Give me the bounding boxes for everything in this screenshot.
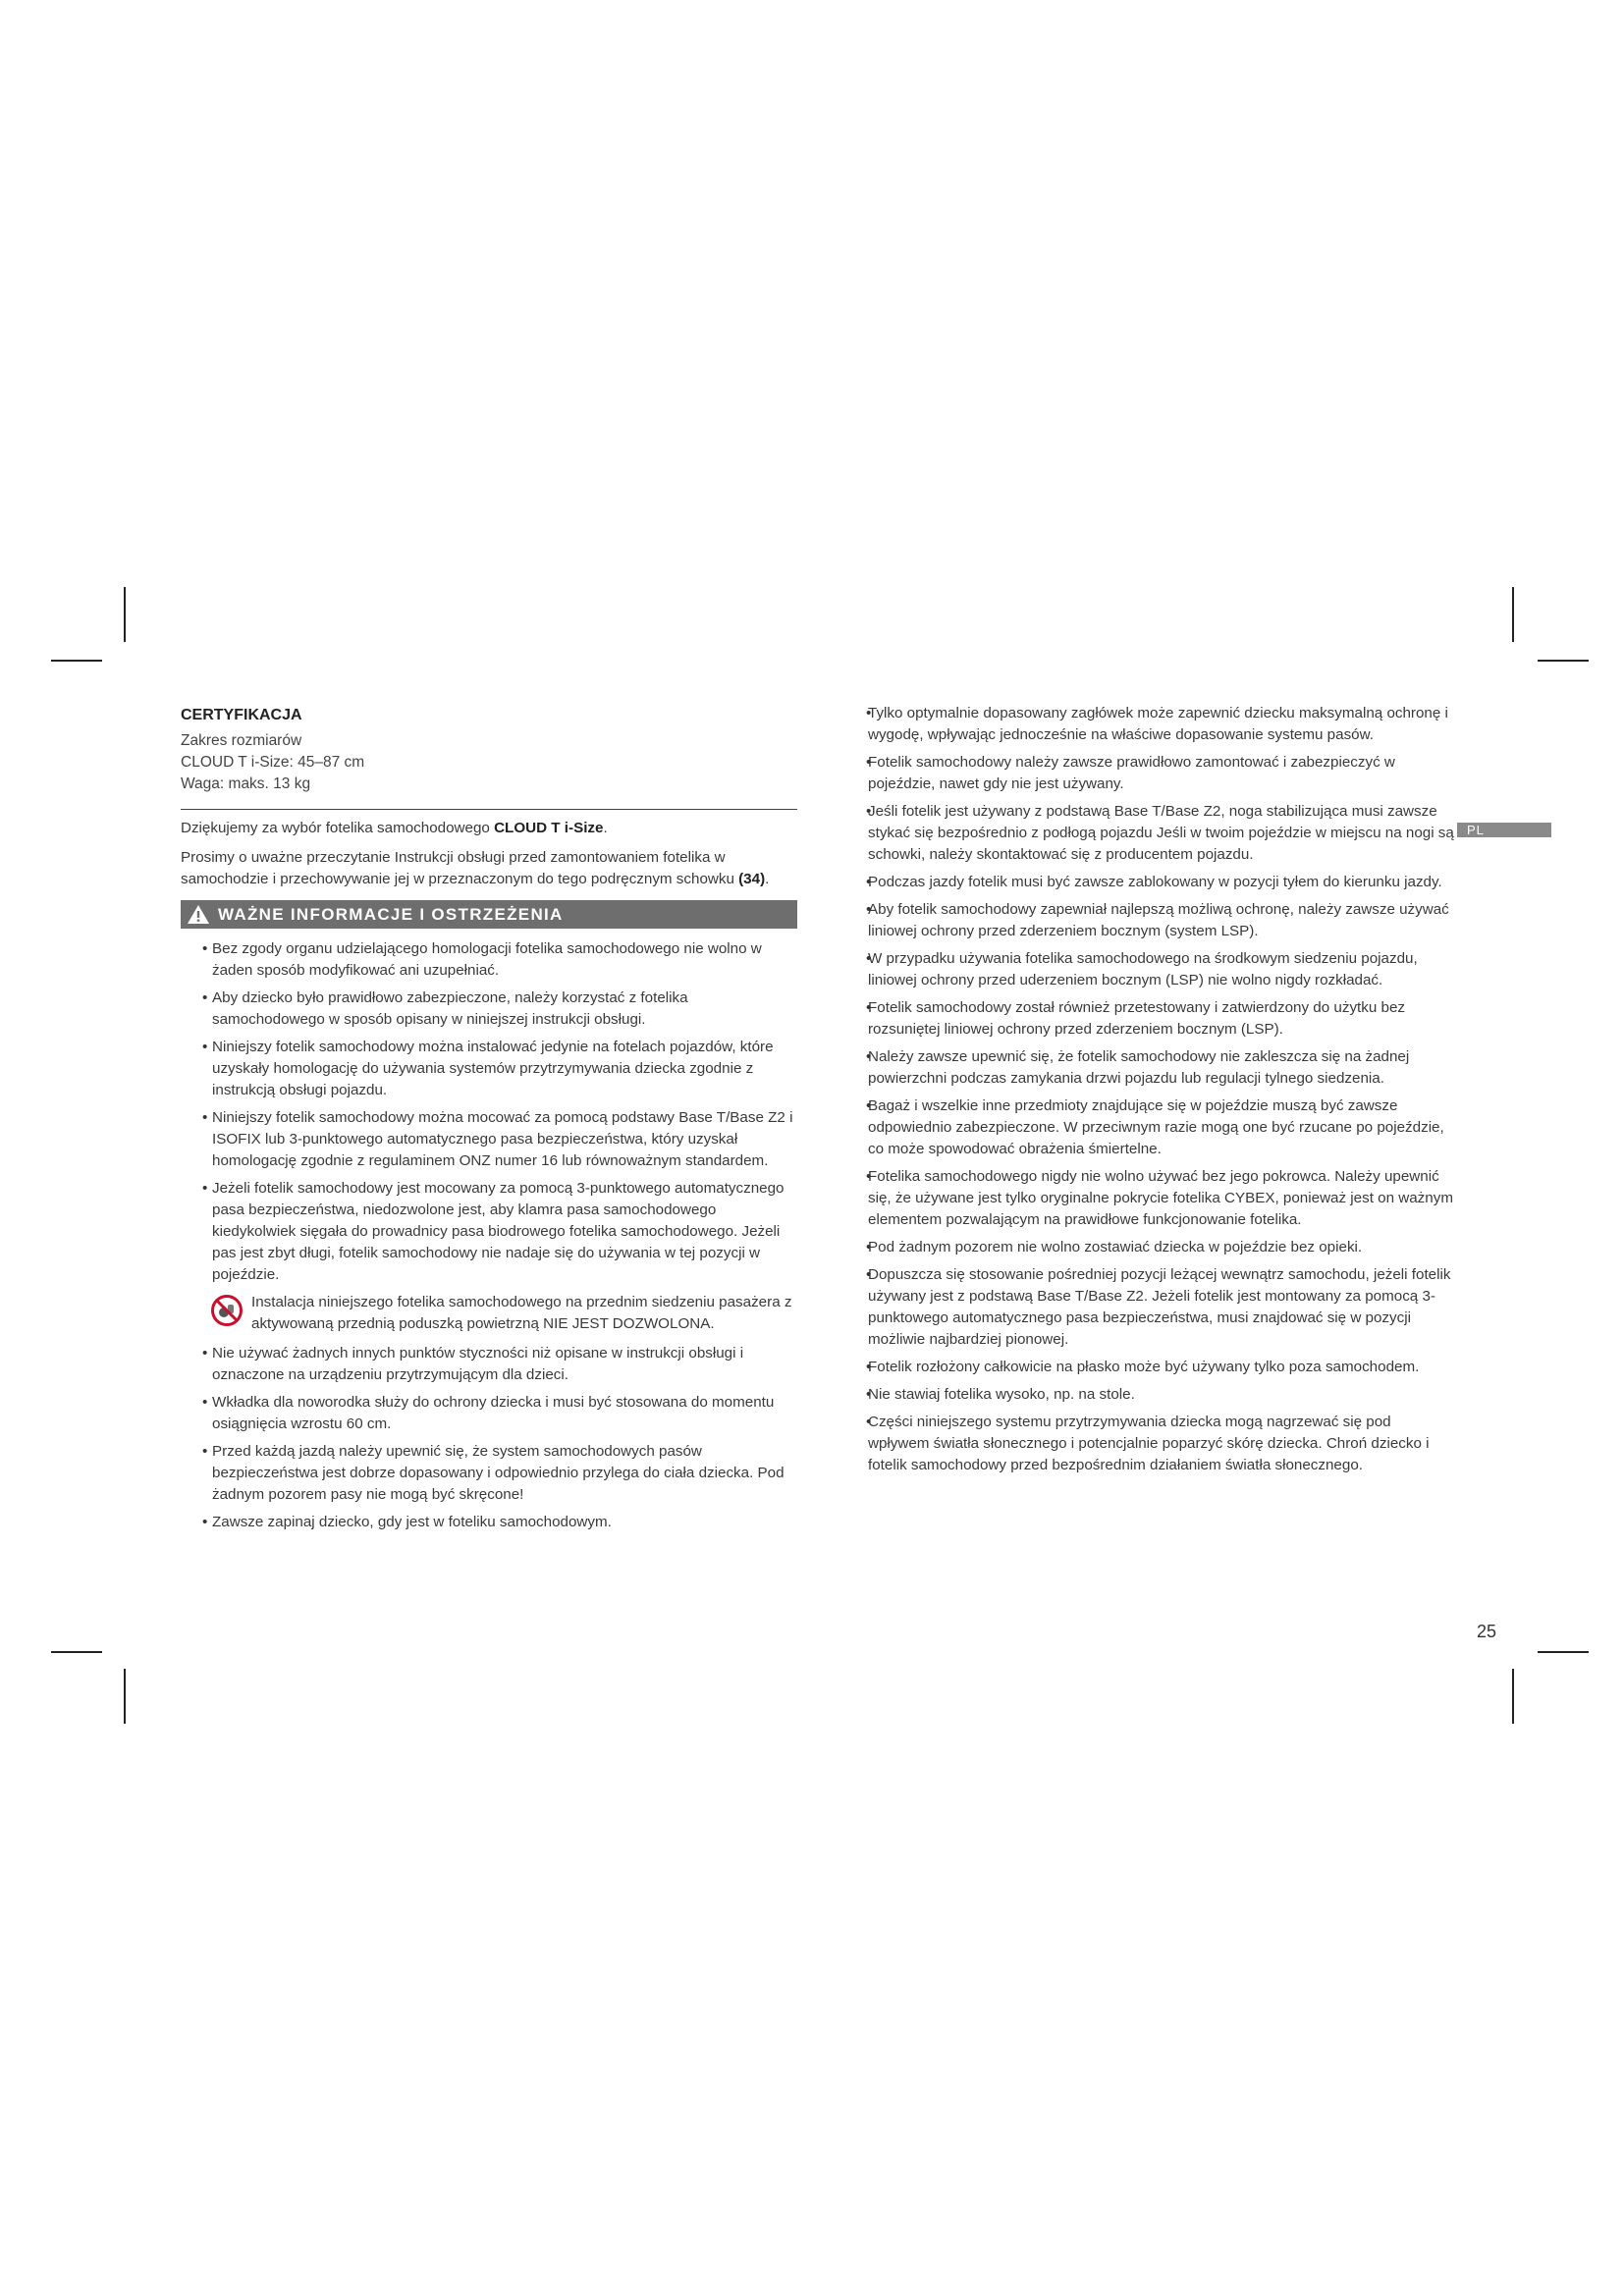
list-item: • Niniejszy fotelik samochodowy można instalować jedynie na fotelach pojazdów, które uzyskały homologację do używania systemów przytrzymywania dziecka zgodnie z instrukcją obsługi pojazdu. bbox=[212, 1037, 797, 1101]
list-item: • Części niniejszego systemu przytrzymywania dziecka mogą nagrzewać się pod wpływem światła słonecznego i potencjalnie poparzyć skórę dziecka. Chroń dziecko i fotelik samochodowy przed bezpośrednim działaniem światła słonecznego. bbox=[868, 1412, 1455, 1476]
airbag-warning bbox=[210, 1292, 797, 1335]
weight-info: Waga: maks. 13 kg bbox=[181, 775, 311, 792]
language-tab: PL bbox=[1457, 823, 1551, 837]
crop-mark-top-left-horizontal bbox=[51, 660, 102, 662]
list-item: • Jeśli fotelik jest używany z podstawą Base T/Base Z2, noga stabilizująca musi zawsze stykać się bezpośrednio z podłogą pojazdu Jeśli w twoim pojeździe w miejscu na nogi są schowki, należy skontaktować się z producentem pojazdu. bbox=[868, 801, 1455, 866]
list-item: • Pod żadnym pozorem nie wolno zostawiać dziecka w pojeździe bez opieki. bbox=[868, 1237, 1455, 1258]
section-divider bbox=[181, 809, 797, 810]
crop-mark-bottom-right-horizontal bbox=[1538, 1651, 1589, 1653]
list-item: • Zawsze zapinaj dziecko, gdy jest w foteliku samochodowym. bbox=[212, 1512, 797, 1533]
size-range-label: Zakres rozmiarów bbox=[181, 732, 302, 749]
list-item: • Niniejszy fotelik samochodowy można mocować za pomocą podstawy Base T/Base Z2 i ISOFIX lub 3-punktowego automatycznego pasa bezpieczeństwa, który uzyskał homologację zgodnie z regulaminem ONZ numer 16 lub równoważnym standardem. bbox=[212, 1107, 797, 1172]
warning-list-left bbox=[181, 938, 797, 1286]
list-item: • Aby dziecko było prawidłowo zabezpieczone, należy korzystać z fotelika samochodowego w sposób opisany w niniejszej instrukcji obsługi. bbox=[212, 988, 797, 1031]
read-manual-text: Prosimy o uważne przeczytanie Instrukcji obsługi przed zamontowaniem fotelika w samochodzie i przechowywanie jej w przeznaczonym do tego podręcznym schowku bbox=[181, 849, 739, 887]
thanks-suffix: . bbox=[603, 820, 608, 836]
crop-mark-bottom-left-horizontal bbox=[51, 1651, 102, 1653]
certification-title: CERTYFIKACJA bbox=[181, 707, 302, 723]
thanks-text: Dziękujemy za wybór fotelika samochodowego bbox=[181, 820, 495, 836]
crop-mark-top-left-vertical bbox=[124, 587, 126, 642]
airbag-warning-text: Instalacja niniejszego fotelika samochodowego na przednim siedzeniu pasażera z aktywowaną przednią poduszką powietrzną NIE JEST DOZWOLONA. bbox=[251, 1294, 792, 1332]
list-item: • Dopuszcza się stosowanie pośredniej pozycji leżącej wewnątrz samochodu, jeżeli fotelik używany jest z podstawą Base T/Base Z2. Jeżeli fotelik jest montowany za pomocą 3-punktowego automatycznego pasa bezpieczeństwa, musi znajdować się w pozycji możliwie najbardziej pionowej. bbox=[868, 1264, 1455, 1351]
warning-header-text: WAŻNE INFORMACJE I OSTRZEŻENIA bbox=[218, 905, 564, 924]
list-item: • Wkładka dla noworodka służy do ochrony dziecka i musi być stosowana do momentu osiągnięcia wzrostu 60 cm. bbox=[212, 1392, 797, 1435]
right-column bbox=[866, 703, 1455, 1482]
warning-list-right bbox=[866, 703, 1455, 1476]
left-column bbox=[181, 705, 797, 1539]
list-item: • Fotelik rozłożony całkowicie na płasko może być używany tylko poza samochodem. bbox=[868, 1357, 1455, 1378]
product-name: CLOUD T i-Size bbox=[494, 820, 604, 836]
warning-header-bar bbox=[181, 900, 797, 929]
list-item: • Fotelika samochodowego nigdy nie wolno używać bez jego pokrowca. Należy upewnić się, że używane jest tylko oryginalne pokrycie fotelika CYBEX, ponieważ jest on ważnym elementem pozwalającym na prawidłowe funkcjonowanie fotelika. bbox=[868, 1166, 1455, 1231]
list-item: • W przypadku używania fotelika samochodowego na środkowym siedzeniu pojazdu, liniowej ochrony przed uderzeniem bocznym (LSP) nie wolno nigdy rozkładać. bbox=[868, 948, 1455, 991]
list-item: • Aby fotelik samochodowy zapewniał najlepszą możliwą ochronę, należy zawsze używać liniowej ochrony przed zderzeniem bocznym (system LSP). bbox=[868, 899, 1455, 942]
thanks-paragraph bbox=[181, 818, 797, 839]
crop-mark-top-right-vertical bbox=[1512, 587, 1514, 642]
warning-triangle-icon bbox=[187, 904, 210, 925]
page-number: 25 bbox=[1477, 1622, 1497, 1641]
list-item: • Nie używać żadnych innych punktów styczności niż opisane w instrukcji obsługi i oznaczone na urządzeniu przytrzymującym dla dzieci. bbox=[212, 1343, 797, 1386]
read-manual-paragraph bbox=[181, 847, 797, 890]
list-item: • Fotelik samochodowy został również przetestowany i zatwierdzony do użytku bez rozsuniętej liniowej ochrony przed zderzeniem bocznym (LSP). bbox=[868, 997, 1455, 1041]
list-item: • Należy zawsze upewnić się, że fotelik samochodowy nie zakleszcza się na żadnej powierzchni podczas zamykania drzwi pojazdu lub regulacji tylnego siedzenia. bbox=[868, 1046, 1455, 1090]
crop-mark-bottom-right-vertical bbox=[1512, 1669, 1514, 1724]
list-item: • Bagaż i wszelkie inne przedmioty znajdujące się w pojeździe muszą być zawsze odpowiednio zabezpieczone. W przeciwnym razie mogą one być rzucane po pojeździe, co może spowodować obrażenia śmiertelne. bbox=[868, 1095, 1455, 1160]
list-item: • Bez zgody organu udzielającego homologacji fotelika samochodowego nie wolno w żaden sposób modyfikować ani uzupełniać. bbox=[212, 938, 797, 982]
list-item: • Tylko optymalnie dopasowany zagłówek może zapewnić dziecku maksymalną ochronę i wygodę, wpływając jednocześnie na właściwe dopasowanie systemu pasów. bbox=[868, 703, 1455, 746]
list-item: • Nie stawiaj fotelika wysoko, np. na stole. bbox=[868, 1384, 1455, 1406]
list-item: • Podczas jazdy fotelik musi być zawsze zablokowany w pozycji tyłem do kierunku jazdy. bbox=[868, 872, 1455, 893]
size-range-value: CLOUD T i-Size: 45–87 cm bbox=[181, 754, 365, 771]
list-item: • Fotelik samochodowy należy zawsze prawidłowo zamontować i zabezpieczyć w pojeździe, nawet gdy nie jest używany. bbox=[868, 752, 1455, 795]
crop-mark-bottom-left-vertical bbox=[124, 1669, 126, 1724]
read-manual-suffix: . bbox=[765, 871, 770, 887]
crop-mark-top-right-horizontal bbox=[1538, 660, 1589, 662]
no-airbag-icon bbox=[210, 1294, 244, 1327]
list-item: • Jeżeli fotelik samochodowy jest mocowany za pomocą 3-punktowego automatycznego pasa bezpieczeństwa, niedozwolone jest, aby klamra pasa samochodowego kiedykolwiek sięgała do prowadnicy pasa biodrowego fotelika samochodowego. Jeżeli pas jest zbyt długi, fotelik samochodowy nie nadaje się do używania w tej pozycji w pojeździe. bbox=[212, 1178, 797, 1286]
storage-reference: (34) bbox=[738, 871, 766, 887]
list-item: • Przed każdą jazdą należy upewnić się, że system samochodowych pasów bezpieczeństwa jest dobrze dopasowany i odpowiednio przylega do ciała dziecka. Pod żadnym pozorem pasy nie mogą być skręcone! bbox=[212, 1441, 797, 1506]
warning-list-left-2 bbox=[181, 1343, 797, 1533]
